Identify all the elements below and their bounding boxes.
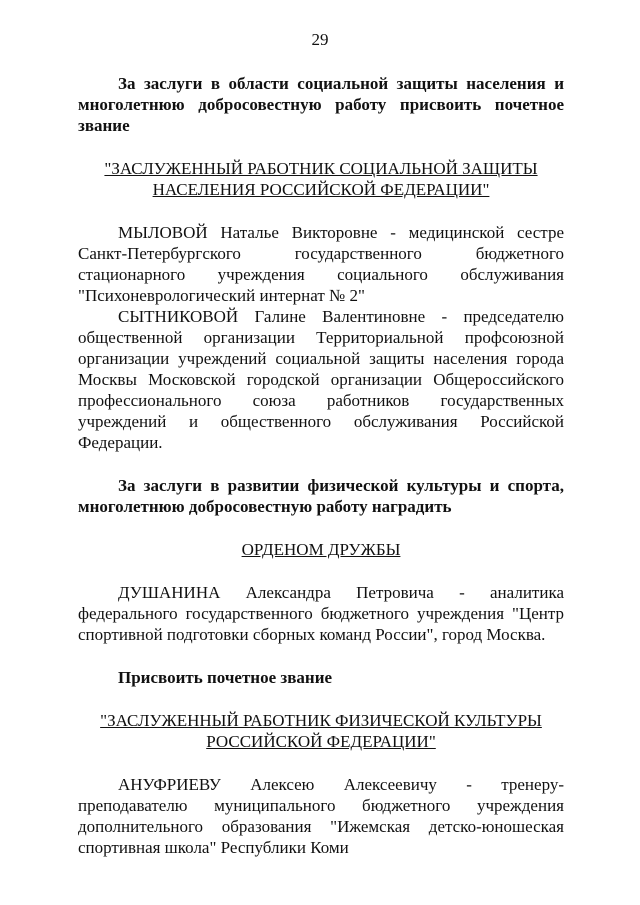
award-paragraph (78, 582, 564, 645)
award-recipient-surname: ДУШАНИНА (118, 583, 221, 602)
section-1-title (78, 158, 564, 200)
award-recipient-surname: МЫЛОВОЙ (118, 223, 208, 242)
section-1-title-line-1: "ЗАСЛУЖЕННЫЙ РАБОТНИК СОЦИАЛЬНОЙ ЗАЩИТЫ (104, 159, 538, 178)
section-1-title-line-2: НАСЕЛЕНИЯ РОССИЙСКОЙ ФЕДЕРАЦИИ" (152, 180, 490, 199)
award-recipient-details: Александра Петровича - аналитика федерального государственного бюджетного учреждения "Центр спортивной подготовки сборных команд России", город Москва. (78, 583, 564, 644)
section-2-title-line-1: ОРДЕНОМ ДРУЖБЫ (241, 540, 401, 559)
section-3-intro: Присвоить почетное звание (118, 668, 333, 687)
section-2-intro: За заслуги в развитии физической культуры и спорта, многолетнюю добросовестную работу наградить (78, 476, 564, 516)
award-paragraph (78, 222, 564, 306)
award-paragraph (78, 306, 564, 453)
page-number: 29 (311, 30, 329, 49)
award-recipient-surname: СЫТНИКОВОЙ (118, 307, 239, 326)
section-3-title-line-2: РОССИЙСКОЙ ФЕДЕРАЦИИ" (206, 732, 436, 751)
award-recipient-surname: АНУФРИЕВУ (118, 775, 221, 794)
award-recipient-details: Алексею Алексеевичу - тренеру-преподавателю муниципального бюджетного учреждения дополнительного образования "Ижемская детско-юношеская спортивная школа" Республики Коми (78, 775, 565, 857)
award-paragraph (78, 774, 564, 858)
section-1-intro: За заслуги в области социальной защиты населения и многолетнюю добросовестную работу присвоить почетное звание (78, 74, 564, 135)
section-3-title (78, 710, 564, 752)
section-2-title (78, 539, 564, 560)
document-body (78, 73, 564, 858)
section-3-title-line-1: "ЗАСЛУЖЕННЫЙ РАБОТНИК ФИЗИЧЕСКОЙ КУЛЬТУРЫ (100, 711, 542, 730)
award-recipient-details: Наталье Викторовне - медицинской сестре Санкт-Петербургского государственного бюджетного стационарного учреждения социального обслуживания "Психоневрологический интернат № 2" (78, 223, 564, 305)
award-recipient-details: Галине Валентиновне - председателю общественной организации Территориальной профсоюзной организации учреждений социальной защиты населения города Москвы Московской городской организации Общероссийского профессионального союза работников государственных учреждений и общественного обслуживания Российской Федерации. (78, 307, 564, 452)
